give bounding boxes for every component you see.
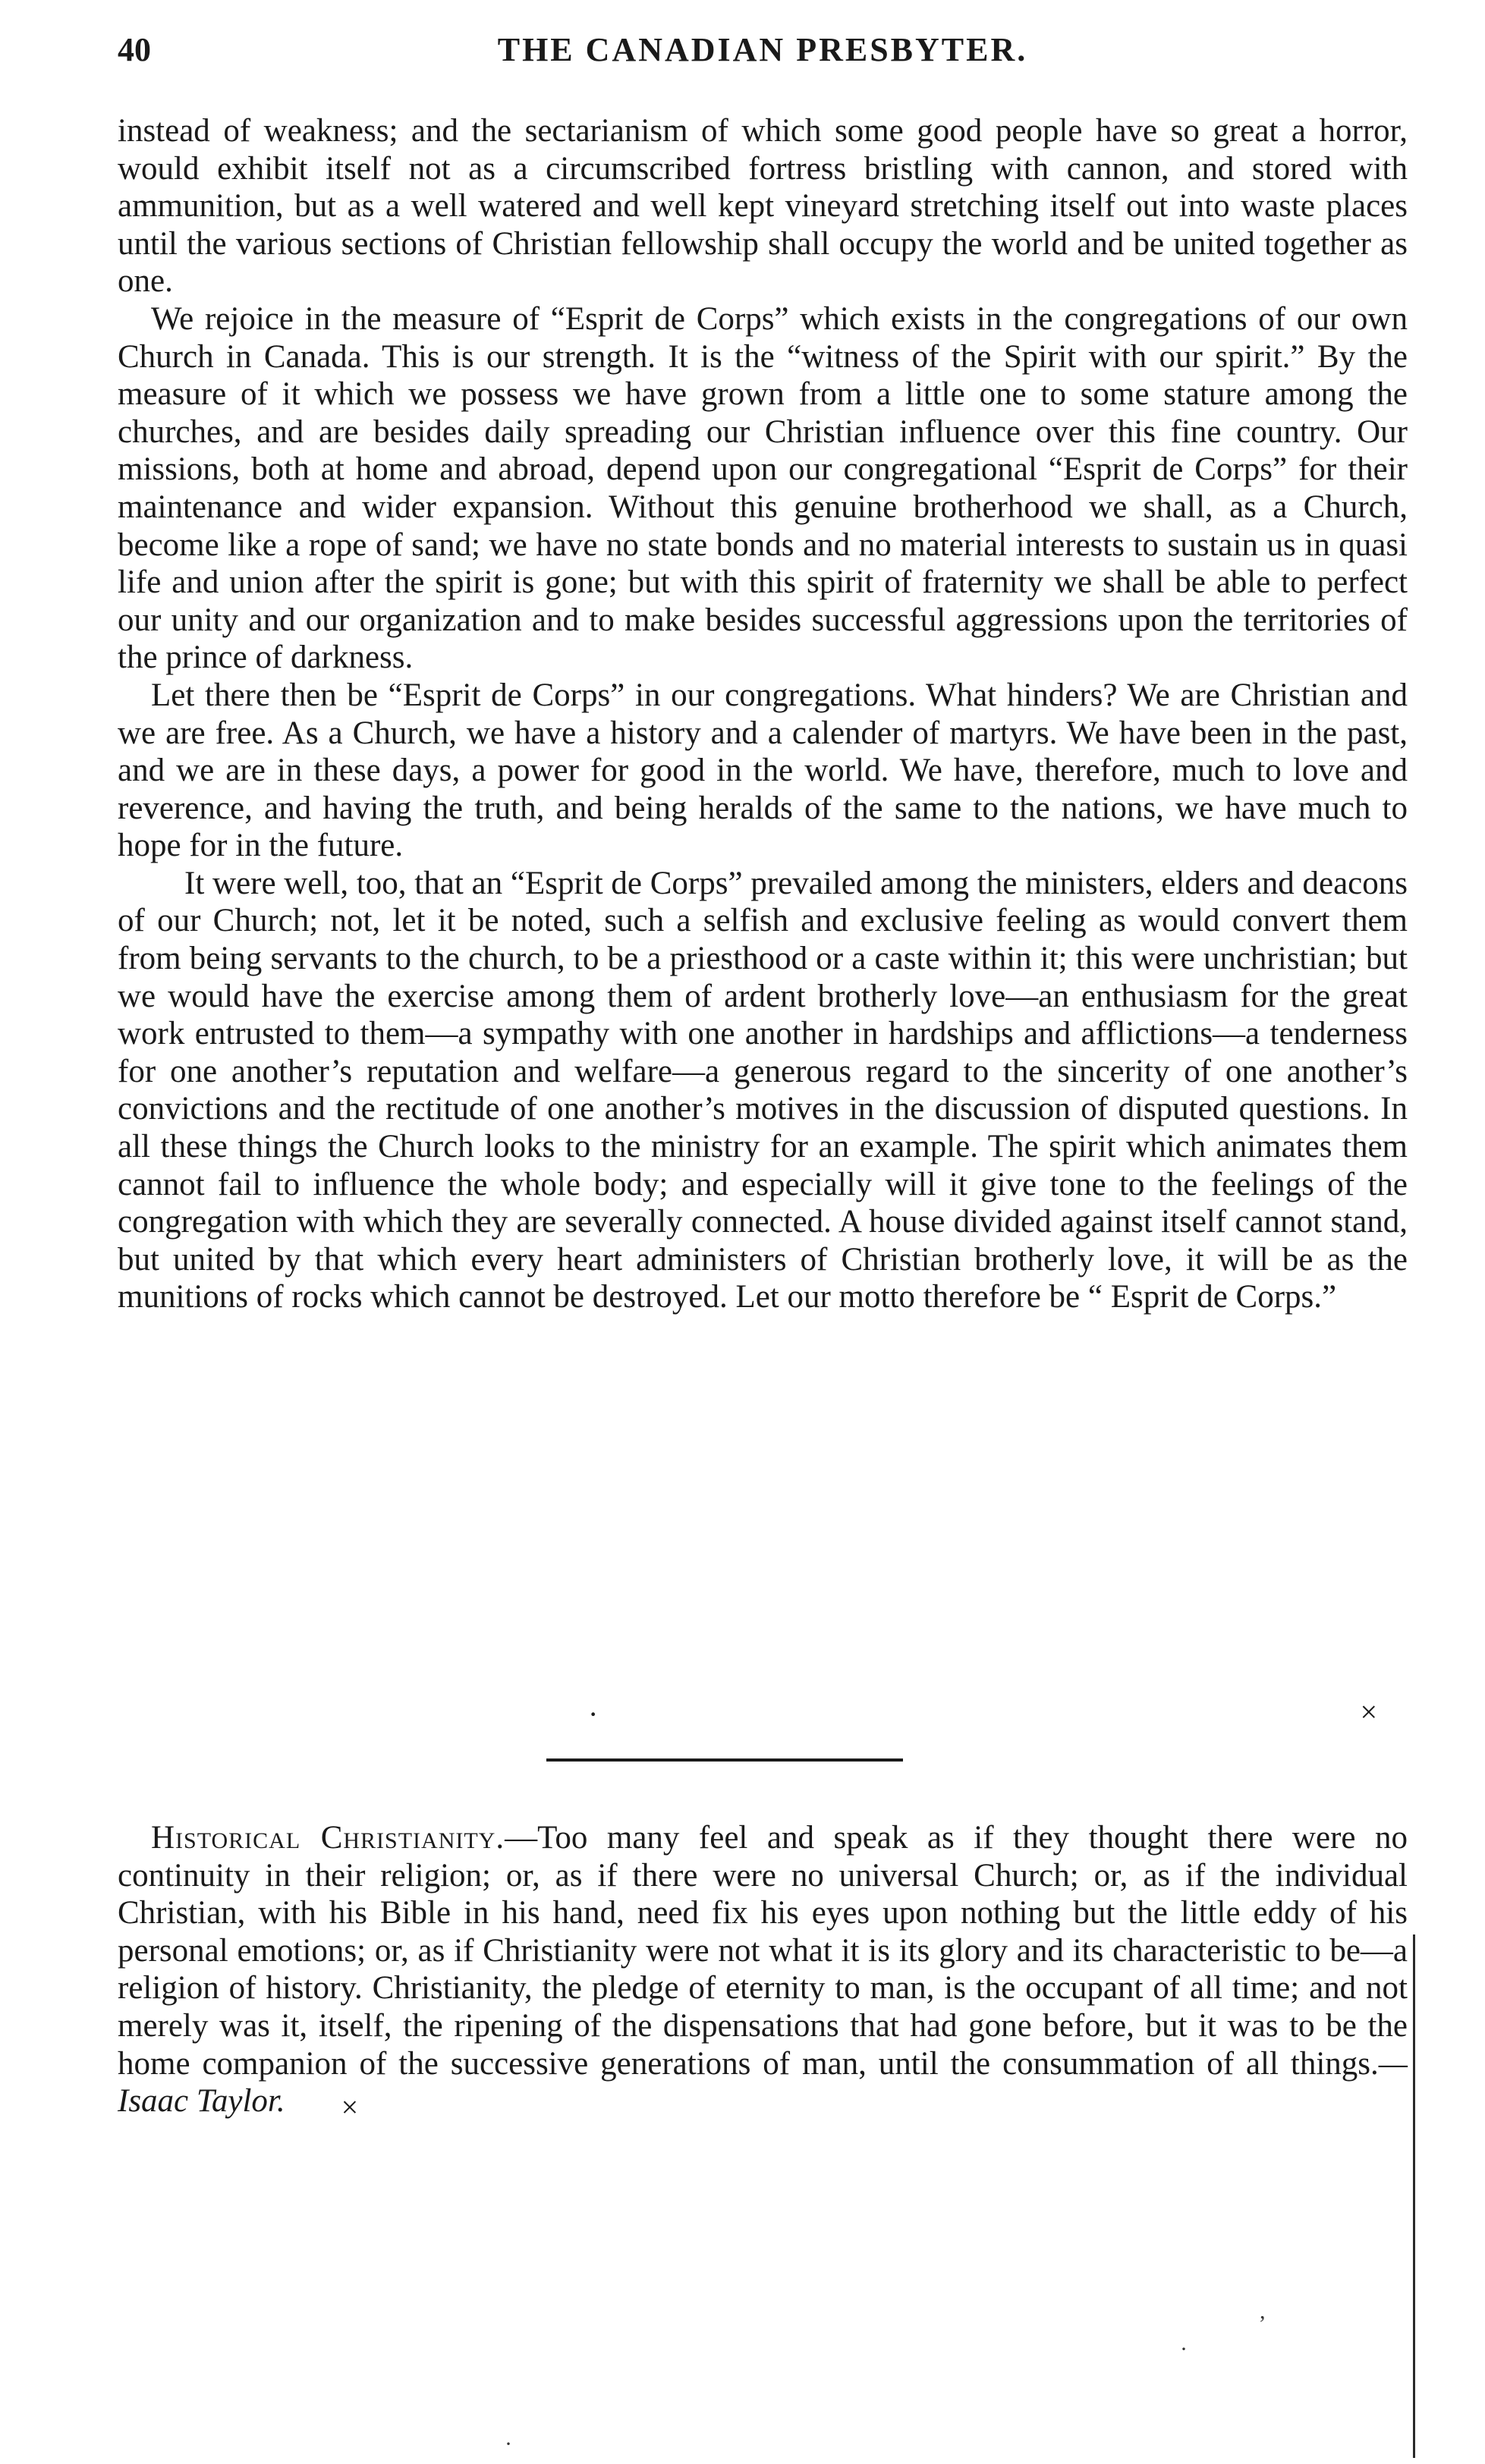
ink-speck: · [1180, 2337, 1188, 2362]
excerpt-body: —Too many feel and speak as if they thought there were no continuity in their religion; or, as if there were no universal Church; or, as if the individual Christian, with his Bible in his hand, need fix his eyes upon nothing but the little eddy of his personal emotions; or, as if Christianity were not what it is its glory and its characteristic to be—a religion of history. Christianity, the pledge of eternity to man, is the occupant of all time; and not merely was it, itself, the ripening of the dispensations that had gone before, but it was to be the home companion of the successive generations of man, until the consummation of all things. [118, 1820, 1408, 2082]
margin-rule [1413, 1934, 1415, 2458]
section-separator-rule [546, 1758, 903, 1762]
excerpt-author: —Isaac Taylor. [118, 2045, 1408, 2120]
ink-dot: · [588, 1697, 599, 1731]
running-title: THE CANADIAN PRESBYTER. [497, 31, 1028, 68]
page-header [118, 30, 1408, 91]
excerpt-block [118, 1819, 1408, 2126]
article-body [118, 112, 1408, 1731]
excerpt-paragraph [118, 1819, 1408, 2126]
ink-speck: · [505, 2431, 512, 2456]
end-mark: × [1360, 1695, 1377, 1729]
article-paragraph: Let there then be “Esprit de Corps” in our congregations. What hinders? We are Christian and we are free. As a Church, we have a history and a calender of martyrs. We have been in the past, and we are in these days, a power for good in the world. We have, therefore, much to love and reverence, and having the truth, and being heralds of the same to the nations, we have much to hope for in the future. [118, 677, 1408, 864]
excerpt-end-mark: × [341, 2090, 359, 2125]
page-number: 40 [118, 31, 151, 68]
article-paragraph: instead of weakness; and the sectarianism of which some good people have so great a horror, would exhibit itself not as a circumscribed fortress bristling with cannon, and stored with ammunition, but as a well watered and well kept vineyard stretching itself out into waste places until the various sections of Christian fellowship shall occupy the world and be united together as one. [118, 113, 1408, 300]
excerpt-heading: Historical Christianity. [151, 1820, 505, 1856]
article-paragraph: It were well, too, that an “Esprit de Corps” prevailed among the ministers, elders and deacons of our Church; not, let it be noted, such a selfish and exclusive feeling as would convert them from being servants to the church, to be a priesthood or a caste within it; this were unchristian; but we would have the exercise among them of ardent brotherly love—an enthusiasm for the great work entrusted to them—a sympathy with one another in hardships and afflictions—a tenderness for one another’s reputation and welfare—a generous regard to the sincerity of one another’s convictions and the rectitude of one another’s motives in the discussion of disputed questions. In all these things the Church looks to the ministry for an example. The spirit which animates them cannot fail to influence the whole body; and especially will it give tone to the feelings of the congregation with which they are severally connected. A house divided against itself cannot stand, but united by that which every heart administers of Christian brotherly love, it will be as the munitions of rocks which cannot be destroyed. Let our motto therefore be “ Esprit de Corps.” [118, 865, 1408, 1315]
article-paragraph: We rejoice in the measure of “Esprit de Corps” which exists in the congregations of our own Church in Canada. This is our strength. It is the “witness of the Spirit with our spirit.” By the measure of it which we possess we have grown from a little one to some stature among the churches, and are besides daily spreading our Christian influence over this fine country. Our missions, both at home and abroad, depend upon our congregational “Esprit de Corps” for their maintenance and wider expansion. Without this genuine brotherhood we shall, as a Church, become like a rope of sand; we have no state bonds and no material interests to sustain us in quasi life and union after the spirit is gone; but with this spirit of fraternity we shall be able to perfect our unity and our organization and to make besides successful aggressions upon the territories of the prince of darkness. [118, 300, 1408, 676]
ink-speck: , [1260, 2299, 1266, 2324]
